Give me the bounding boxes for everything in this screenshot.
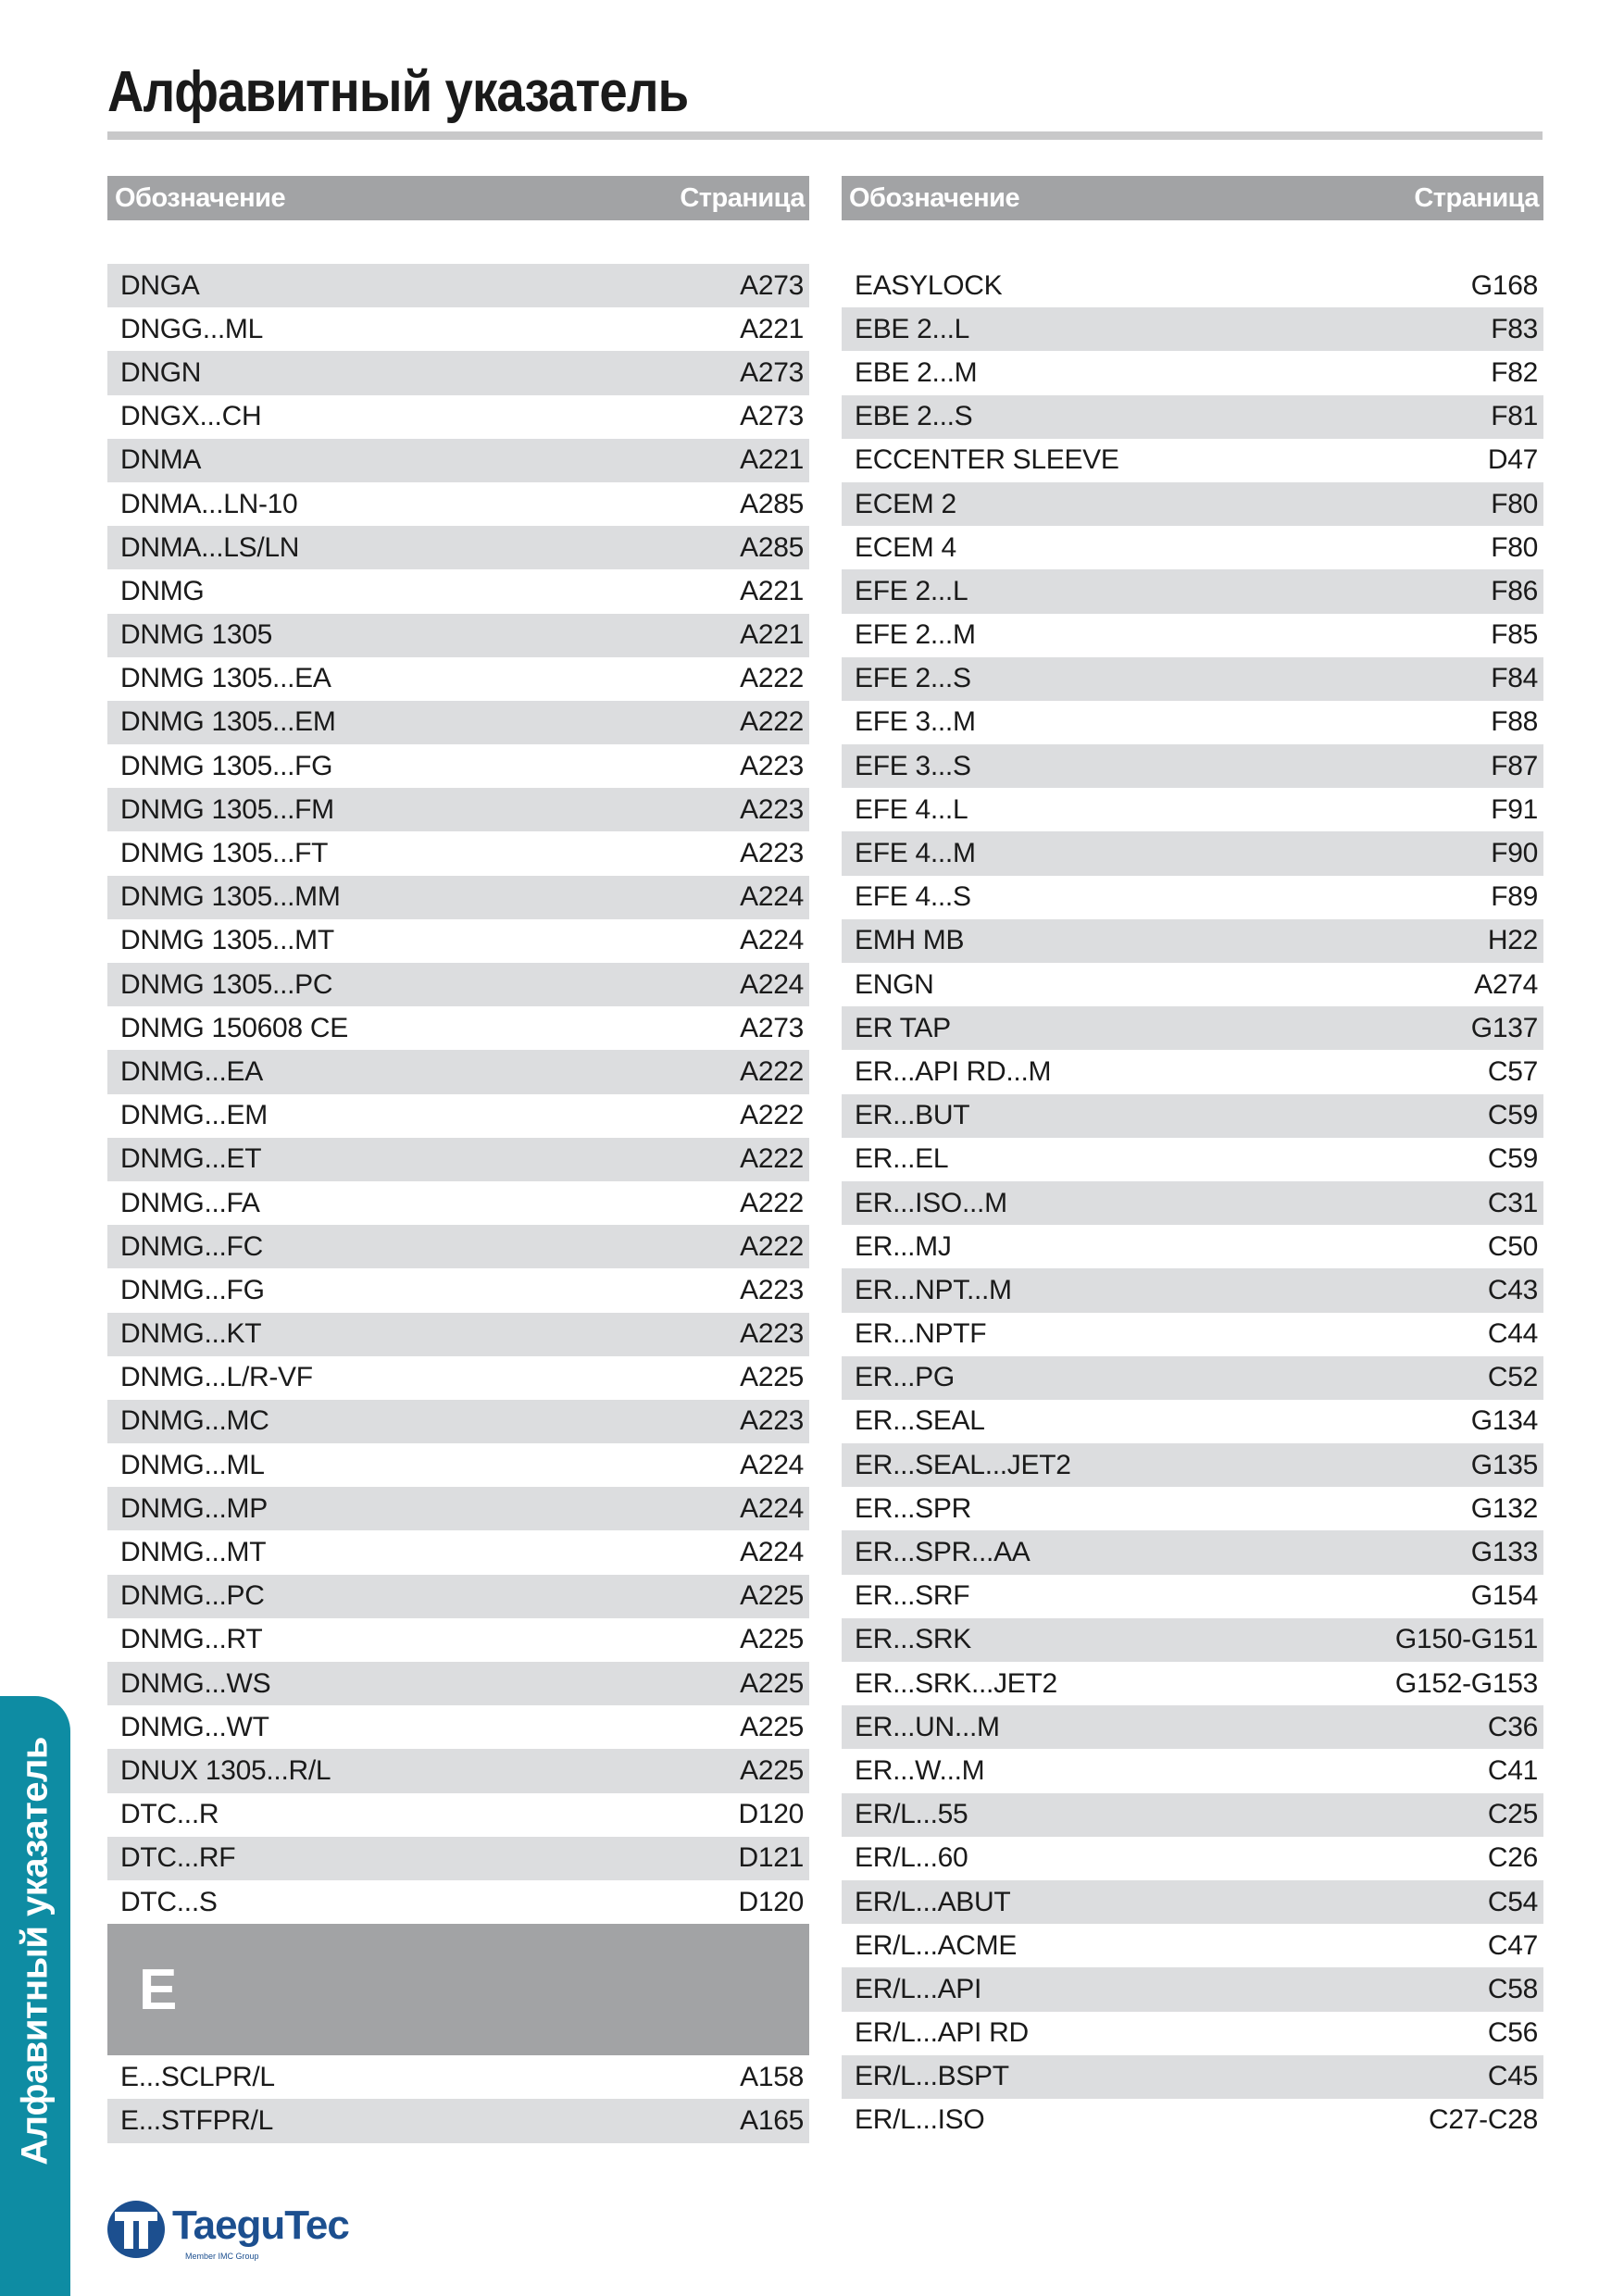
index-code: DNMA...LS/LN bbox=[120, 531, 300, 563]
index-page: G168 bbox=[1470, 269, 1538, 301]
index-row bbox=[107, 1662, 809, 1705]
index-page: C45 bbox=[1487, 2061, 1538, 2092]
index-page: A158 bbox=[740, 2061, 804, 2092]
index-code: DNMG...ML bbox=[120, 1449, 265, 1480]
index-page: A223 bbox=[740, 750, 804, 781]
index-row bbox=[842, 482, 1543, 526]
index-page: A285 bbox=[740, 488, 804, 519]
taegutec-logo-icon bbox=[106, 2199, 167, 2260]
index-page: A222 bbox=[740, 1187, 804, 1218]
index-code: DNGX...CH bbox=[120, 401, 262, 432]
index-code: DNMG...FC bbox=[120, 1230, 263, 1262]
index-row bbox=[842, 1662, 1543, 1705]
index-code: DNMG...RT bbox=[120, 1624, 263, 1655]
title-rule bbox=[107, 131, 1543, 140]
index-page: A224 bbox=[740, 925, 804, 956]
index-page: A273 bbox=[740, 1012, 804, 1043]
index-row bbox=[107, 569, 809, 613]
index-code: ER...SEAL...JET2 bbox=[855, 1449, 1071, 1480]
index-code: DNUX 1305...R/L bbox=[120, 1754, 331, 1786]
section-letter: E bbox=[139, 1957, 178, 2022]
index-page: C57 bbox=[1487, 1055, 1538, 1087]
index-row bbox=[107, 1575, 809, 1618]
index-row bbox=[107, 1138, 809, 1181]
index-code: ER...ISO...M bbox=[855, 1187, 1007, 1218]
index-row bbox=[107, 788, 809, 831]
index-code: ECCENTER SLEEVE bbox=[855, 444, 1119, 476]
column-header bbox=[842, 176, 1543, 220]
index-page: A223 bbox=[740, 1405, 804, 1437]
index-column-right bbox=[842, 176, 1543, 2142]
section-letter-block bbox=[107, 1924, 809, 2055]
index-code: DNMG 1305...FT bbox=[120, 838, 329, 869]
index-code: DNMG...FG bbox=[120, 1274, 265, 1305]
index-page: C58 bbox=[1487, 1973, 1538, 2004]
index-code: E...SCLPR/L bbox=[120, 2061, 275, 2092]
index-row bbox=[842, 1530, 1543, 1574]
index-code: DNMG...MT bbox=[120, 1537, 267, 1568]
index-row bbox=[842, 1924, 1543, 1967]
index-row bbox=[107, 876, 809, 919]
index-page: A223 bbox=[740, 793, 804, 825]
index-row bbox=[842, 1487, 1543, 1530]
index-row bbox=[842, 1618, 1543, 1662]
index-page: A224 bbox=[740, 1492, 804, 1524]
index-row bbox=[842, 1268, 1543, 1312]
index-row bbox=[107, 264, 809, 307]
index-row bbox=[842, 1181, 1543, 1225]
index-row bbox=[842, 264, 1543, 307]
index-page: G134 bbox=[1470, 1405, 1538, 1437]
index-code: ER...EL bbox=[855, 1143, 949, 1175]
index-code: EFE 4...S bbox=[855, 881, 971, 913]
index-row bbox=[107, 1181, 809, 1225]
index-page: A221 bbox=[740, 444, 804, 476]
index-row bbox=[107, 2055, 809, 2099]
index-page: D121 bbox=[738, 1842, 804, 1874]
index-page: A273 bbox=[740, 356, 804, 388]
index-row bbox=[842, 1880, 1543, 1924]
index-code: ECEM 2 bbox=[855, 488, 956, 519]
index-code: DNMG 150608 CE bbox=[120, 1012, 348, 1043]
index-page: G135 bbox=[1470, 1449, 1538, 1480]
index-page: C43 bbox=[1487, 1274, 1538, 1305]
index-page: C56 bbox=[1487, 2017, 1538, 2049]
index-code: EMH MB bbox=[855, 925, 965, 956]
index-row bbox=[842, 614, 1543, 657]
index-page: A165 bbox=[740, 2104, 804, 2136]
index-page: A285 bbox=[740, 531, 804, 563]
index-row bbox=[107, 701, 809, 744]
index-page: A224 bbox=[740, 1449, 804, 1480]
index-page: D47 bbox=[1487, 444, 1538, 476]
index-row bbox=[107, 1400, 809, 1443]
index-page: A223 bbox=[740, 1274, 804, 1305]
index-row bbox=[842, 2099, 1543, 2142]
index-page: D120 bbox=[738, 1799, 804, 1830]
brand-tagline: Member IMC Group bbox=[185, 2252, 259, 2261]
index-code: EFE 3...M bbox=[855, 706, 976, 738]
index-row bbox=[842, 1749, 1543, 1792]
index-row bbox=[107, 1530, 809, 1574]
index-page: A274 bbox=[1474, 968, 1538, 1000]
index-page: C41 bbox=[1487, 1754, 1538, 1786]
index-row bbox=[842, 1356, 1543, 1400]
index-row bbox=[842, 1575, 1543, 1618]
index-page: A222 bbox=[740, 706, 804, 738]
index-code: DNGN bbox=[120, 356, 202, 388]
index-row bbox=[107, 395, 809, 439]
index-rows-left-after bbox=[107, 2055, 809, 2142]
index-code: DNMG...ET bbox=[120, 1143, 262, 1175]
index-page: C25 bbox=[1487, 1799, 1538, 1830]
index-code: DNMG 1305...EM bbox=[120, 706, 336, 738]
index-page: A222 bbox=[740, 1100, 804, 1131]
index-page: H22 bbox=[1487, 925, 1538, 956]
index-page: F89 bbox=[1491, 881, 1538, 913]
index-code: ER/L...60 bbox=[855, 1842, 968, 1874]
index-row bbox=[842, 569, 1543, 613]
index-code: EBE 2...S bbox=[855, 401, 973, 432]
index-row bbox=[107, 1225, 809, 1268]
index-page: A225 bbox=[740, 1624, 804, 1655]
index-row bbox=[842, 788, 1543, 831]
index-row bbox=[842, 1094, 1543, 1138]
index-page: C44 bbox=[1487, 1318, 1538, 1350]
index-row bbox=[107, 1006, 809, 1050]
index-row bbox=[107, 1268, 809, 1312]
index-page: A221 bbox=[740, 313, 804, 344]
index-code: DNGG...ML bbox=[120, 313, 263, 344]
index-code: DNMG 1305...FG bbox=[120, 750, 333, 781]
index-code: DNMG 1305...EA bbox=[120, 663, 331, 694]
index-code: ER/L...ISO bbox=[855, 2104, 985, 2136]
index-row bbox=[842, 1793, 1543, 1837]
index-row bbox=[842, 1050, 1543, 1093]
index-rows-left bbox=[107, 264, 809, 1924]
index-page: C27-C28 bbox=[1429, 2104, 1538, 2136]
index-row bbox=[107, 657, 809, 701]
index-page: G152-G153 bbox=[1394, 1667, 1538, 1699]
index-row bbox=[842, 395, 1543, 439]
brand-name: TaeguTec bbox=[172, 2202, 349, 2248]
index-code: DNMA bbox=[120, 444, 202, 476]
index-page: A222 bbox=[740, 663, 804, 694]
index-row bbox=[842, 351, 1543, 394]
index-row bbox=[842, 1006, 1543, 1050]
index-code: EFE 4...M bbox=[855, 838, 976, 869]
index-row bbox=[842, 526, 1543, 569]
index-row bbox=[107, 963, 809, 1006]
index-page: A273 bbox=[740, 401, 804, 432]
index-row bbox=[107, 1793, 809, 1837]
index-page: A221 bbox=[740, 575, 804, 606]
index-page: G132 bbox=[1470, 1492, 1538, 1524]
index-page: A224 bbox=[740, 881, 804, 913]
index-code: ER...NPT...M bbox=[855, 1274, 1012, 1305]
index-row bbox=[842, 701, 1543, 744]
page-title: Алфавитный указатель bbox=[107, 60, 689, 124]
index-code: EFE 2...S bbox=[855, 663, 971, 694]
index-page: A225 bbox=[740, 1667, 804, 1699]
index-row bbox=[107, 614, 809, 657]
index-code: DNGA bbox=[120, 269, 200, 301]
index-code: ER...SPR bbox=[855, 1492, 971, 1524]
index-code: DTC...RF bbox=[120, 1842, 236, 1874]
index-code: ER TAP bbox=[855, 1012, 951, 1043]
index-code: ER...MJ bbox=[855, 1230, 952, 1262]
header-code-label: Обозначение bbox=[849, 182, 1020, 213]
index-code: DNMG 1305...FM bbox=[120, 793, 334, 825]
index-row bbox=[107, 1443, 809, 1487]
side-tab-label: Алфавитный указатель bbox=[14, 1737, 56, 2165]
index-code: EFE 2...L bbox=[855, 575, 968, 606]
index-row bbox=[107, 1837, 809, 1880]
header-page-label: Страница bbox=[680, 182, 805, 213]
index-code: DNMG...L/R-VF bbox=[120, 1362, 313, 1393]
index-code: EFE 4...L bbox=[855, 793, 968, 825]
index-page: G150-G151 bbox=[1394, 1624, 1538, 1655]
index-code: EBE 2...M bbox=[855, 356, 978, 388]
header-code-label: Обозначение bbox=[115, 182, 286, 213]
index-row bbox=[842, 1400, 1543, 1443]
index-page: C31 bbox=[1487, 1187, 1538, 1218]
index-code: DNMG...WT bbox=[120, 1711, 269, 1742]
index-page: G137 bbox=[1470, 1012, 1538, 1043]
index-code: EFE 2...M bbox=[855, 619, 976, 651]
index-code: DNMG 1305...PC bbox=[120, 968, 333, 1000]
index-code: ER...SEAL bbox=[855, 1405, 985, 1437]
index-page: C54 bbox=[1487, 1886, 1538, 1917]
index-row bbox=[842, 1138, 1543, 1181]
index-page: C26 bbox=[1487, 1842, 1538, 1874]
index-code: ER/L...55 bbox=[855, 1799, 968, 1830]
index-page: F88 bbox=[1491, 706, 1538, 738]
index-code: ER...SRK...JET2 bbox=[855, 1667, 1057, 1699]
index-page: A222 bbox=[740, 1143, 804, 1175]
index-code: DNMG...MC bbox=[120, 1405, 269, 1437]
index-row bbox=[107, 1094, 809, 1138]
index-rows-right bbox=[842, 264, 1543, 2142]
index-code: ER/L...ABUT bbox=[855, 1886, 1011, 1917]
index-row bbox=[107, 1050, 809, 1093]
index-code: ER...SRF bbox=[855, 1580, 970, 1612]
index-code: ER...SRK bbox=[855, 1624, 971, 1655]
index-code: DNMG...EM bbox=[120, 1100, 268, 1131]
index-page: F83 bbox=[1491, 313, 1538, 344]
index-row bbox=[107, 1880, 809, 1924]
index-row bbox=[107, 1618, 809, 1662]
index-page: A225 bbox=[740, 1711, 804, 1742]
index-row bbox=[107, 831, 809, 875]
index-code: E...STFPR/L bbox=[120, 2104, 274, 2136]
index-page: D120 bbox=[738, 1886, 804, 1917]
index-code: DNMG...MP bbox=[120, 1492, 268, 1524]
index-row bbox=[107, 1313, 809, 1356]
index-row bbox=[107, 482, 809, 526]
index-row bbox=[842, 1443, 1543, 1487]
index-code: ER/L...ACME bbox=[855, 1929, 1018, 1961]
index-code: EFE 3...S bbox=[855, 750, 971, 781]
index-code: ER...UN...M bbox=[855, 1711, 1000, 1742]
index-page: F91 bbox=[1491, 793, 1538, 825]
index-page: A224 bbox=[740, 1537, 804, 1568]
index-page: C36 bbox=[1487, 1711, 1538, 1742]
index-row bbox=[107, 439, 809, 482]
index-page: F81 bbox=[1491, 401, 1538, 432]
index-code: DTC...S bbox=[120, 1886, 218, 1917]
index-row bbox=[842, 876, 1543, 919]
index-page: C50 bbox=[1487, 1230, 1538, 1262]
header-page-label: Страница bbox=[1414, 182, 1539, 213]
index-code: ER/L...API bbox=[855, 1973, 982, 2004]
index-page: C59 bbox=[1487, 1143, 1538, 1175]
index-code: DNMG...KT bbox=[120, 1318, 262, 1350]
index-page: F84 bbox=[1491, 663, 1538, 694]
index-code: ER/L...BSPT bbox=[855, 2061, 1009, 2092]
index-code: EBE 2...L bbox=[855, 313, 970, 344]
index-code: DNMG...PC bbox=[120, 1580, 265, 1612]
index-row bbox=[107, 1705, 809, 1749]
index-code: ECEM 4 bbox=[855, 531, 956, 563]
index-code: ER...W...M bbox=[855, 1754, 985, 1786]
index-code: ER...BUT bbox=[855, 1100, 970, 1131]
index-code: DNMG 1305...MM bbox=[120, 881, 341, 913]
index-row bbox=[842, 831, 1543, 875]
index-row bbox=[842, 439, 1543, 482]
index-code: ER...NPTF bbox=[855, 1318, 987, 1350]
index-page: F80 bbox=[1491, 488, 1538, 519]
index-code: ER/L...API RD bbox=[855, 2017, 1029, 2049]
index-page: A222 bbox=[740, 1230, 804, 1262]
index-row bbox=[842, 919, 1543, 963]
index-row bbox=[107, 919, 809, 963]
index-page: C47 bbox=[1487, 1929, 1538, 1961]
index-code: DNMG 1305...MT bbox=[120, 925, 334, 956]
index-code: DNMG...FA bbox=[120, 1187, 260, 1218]
index-row bbox=[107, 526, 809, 569]
index-row bbox=[107, 1487, 809, 1530]
index-code: DNMG 1305 bbox=[120, 619, 273, 651]
index-row bbox=[842, 1837, 1543, 1880]
index-row bbox=[107, 307, 809, 351]
index-row bbox=[107, 2099, 809, 2142]
index-row bbox=[107, 1356, 809, 1400]
index-page: A223 bbox=[740, 1318, 804, 1350]
index-column-left bbox=[107, 176, 809, 2143]
index-row bbox=[107, 351, 809, 394]
index-row bbox=[842, 963, 1543, 1006]
index-row bbox=[842, 307, 1543, 351]
index-page: G133 bbox=[1470, 1537, 1538, 1568]
index-row bbox=[842, 1967, 1543, 2011]
index-code: ER...SPR...AA bbox=[855, 1537, 1031, 1568]
index-page: A225 bbox=[740, 1580, 804, 1612]
index-code: ER...API RD...M bbox=[855, 1055, 1052, 1087]
index-row bbox=[842, 1705, 1543, 1749]
index-row bbox=[842, 1313, 1543, 1356]
index-code: ENGN bbox=[855, 968, 934, 1000]
index-page: G154 bbox=[1470, 1580, 1538, 1612]
column-header bbox=[107, 176, 809, 220]
index-row bbox=[842, 744, 1543, 788]
index-page: C59 bbox=[1487, 1100, 1538, 1131]
index-row bbox=[107, 744, 809, 788]
index-page: A224 bbox=[740, 968, 804, 1000]
index-code: DNMG bbox=[120, 575, 205, 606]
index-code: DTC...R bbox=[120, 1799, 219, 1830]
index-row bbox=[842, 657, 1543, 701]
index-row bbox=[107, 1749, 809, 1792]
index-page: F86 bbox=[1491, 575, 1538, 606]
index-code: DNMG...EA bbox=[120, 1055, 263, 1087]
index-page: F80 bbox=[1491, 531, 1538, 563]
index-page: A273 bbox=[740, 269, 804, 301]
index-row bbox=[842, 2055, 1543, 2099]
index-page: F82 bbox=[1491, 356, 1538, 388]
index-page: A221 bbox=[740, 619, 804, 651]
index-code: EASYLOCK bbox=[855, 269, 1003, 301]
index-code: DNMG...WS bbox=[120, 1667, 271, 1699]
index-page: A222 bbox=[740, 1055, 804, 1087]
index-code: ER...PG bbox=[855, 1362, 955, 1393]
index-page: F90 bbox=[1491, 838, 1538, 869]
index-page: A225 bbox=[740, 1362, 804, 1393]
index-page: A223 bbox=[740, 838, 804, 869]
index-page: F85 bbox=[1491, 619, 1538, 651]
index-page: F87 bbox=[1491, 750, 1538, 781]
index-code: DNMA...LN-10 bbox=[120, 488, 298, 519]
index-page: C52 bbox=[1487, 1362, 1538, 1393]
index-row bbox=[842, 1225, 1543, 1268]
index-row bbox=[842, 2012, 1543, 2055]
index-page: A225 bbox=[740, 1754, 804, 1786]
